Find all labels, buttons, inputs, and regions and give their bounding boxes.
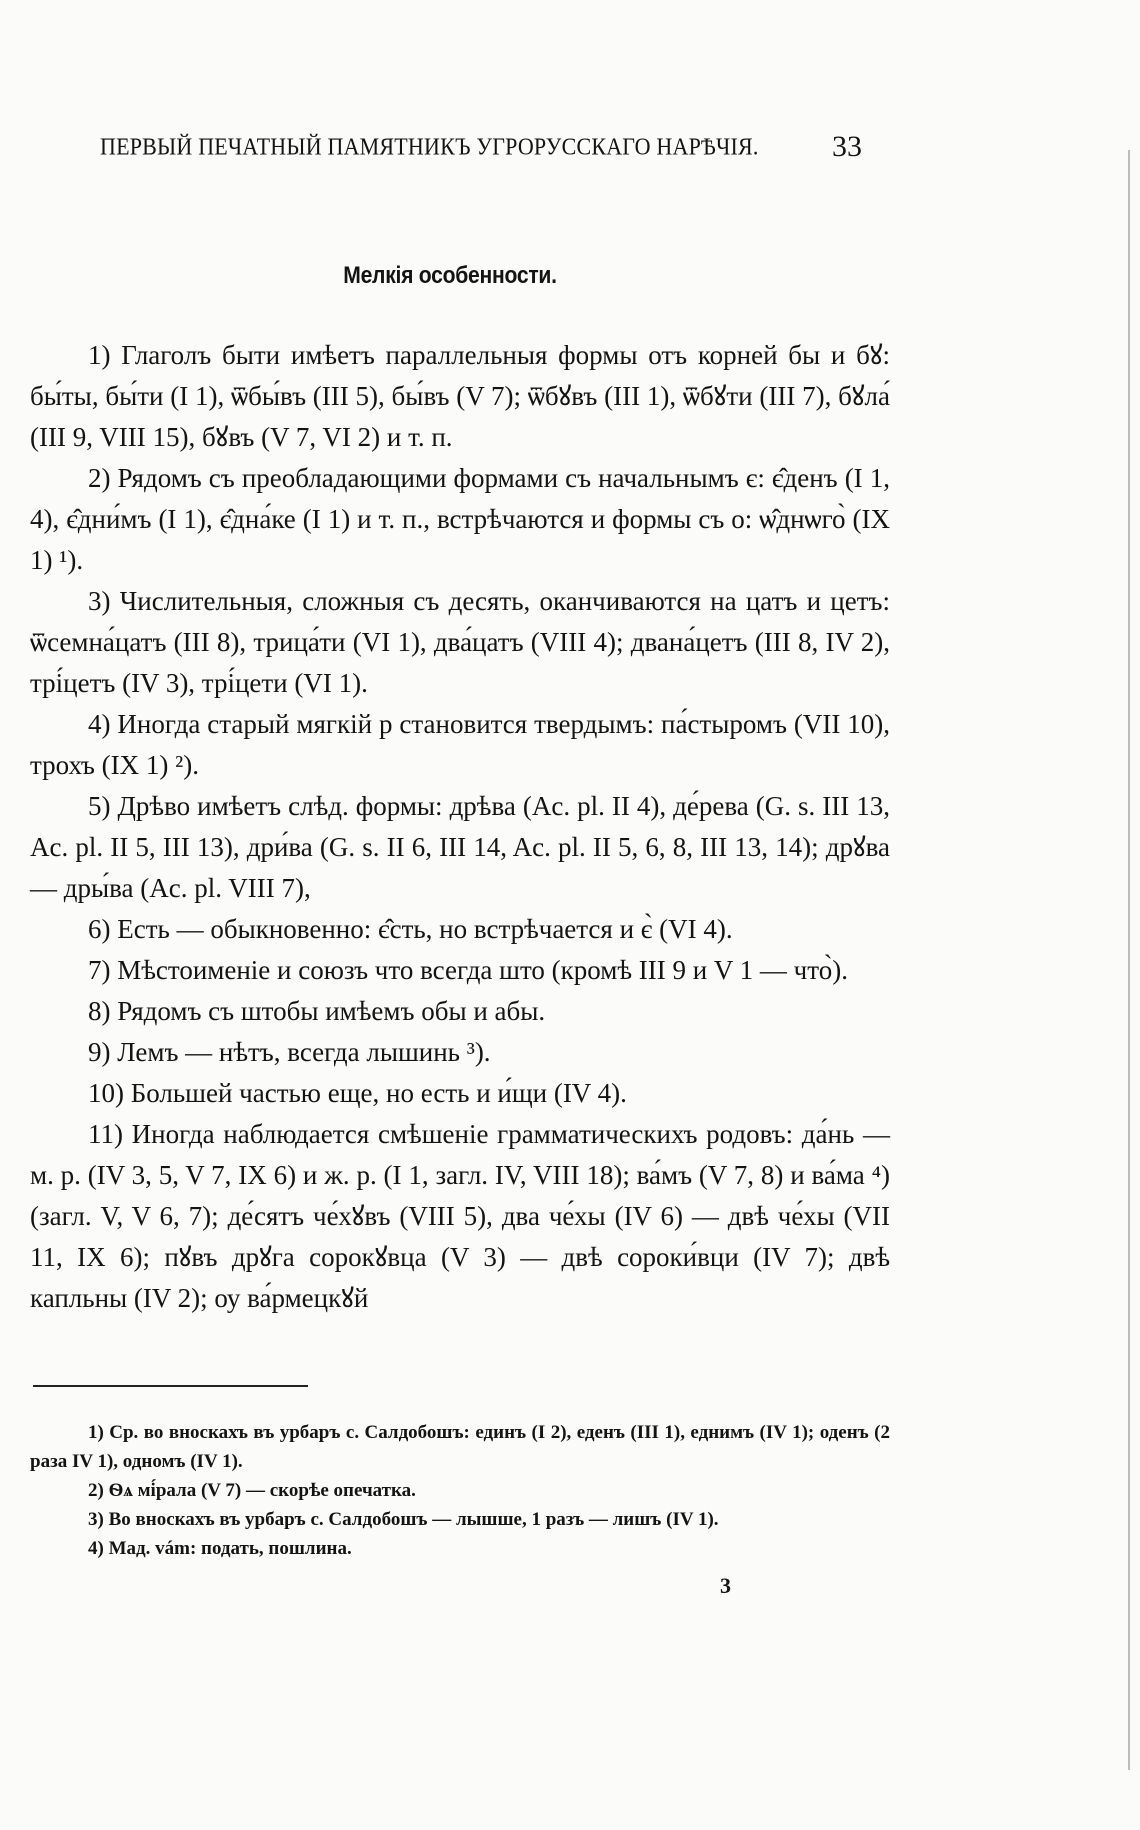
paragraph-3: 3) Числительныя, сложныя съ десять, оканчиваются на цатъ и цетъ: ѿсемна́цатъ (III 8), трица́ти (VI 1), два́цатъ (VIII 4); двана́цетъ (III 8, IV 2), трі́цетъ (IV 3), трі́цети (VI 1). bbox=[30, 586, 890, 698]
paragraph-2: 2) Рядомъ съ преобладающими формами съ начальнымъ є: є̂денъ (I 1, 4), є̂дни́мъ (I 1), є̂дна́ке (I 1) и т. п., встрѣчаются и формы съ о: ѡ̂днѡго̀ (IX 1) ¹). bbox=[30, 463, 890, 575]
page-number: 33 bbox=[832, 130, 862, 163]
footnotes bbox=[30, 1418, 890, 1563]
paragraph-11: 11) Иногда наблюдается смѣшеніе грамматическихъ родовъ: да́нь — м. р. (IV 3, 5, V 7, IX 6) и ж. р. (I 1, загл. IV, VIII 18); ва́мъ (V 7, 8) и ва́ма ⁴) (загл. V, V 6, 7); де́сятъ че́хꙋвъ (VIII 5), два че́хы (IV 6) — двѣ че́хы (VII 11, IX 6); пꙋвъ дрꙋга сорокꙋвца (V 3) — двѣ сороки́вци (IV 7); двѣ капльны (IV 2); оу ва́рмецкꙋй bbox=[30, 1119, 890, 1313]
paragraph-7: 7) Мѣстоименіе и союзъ что всегда што (кромѣ III 9 и V 1 — что̀). bbox=[88, 955, 848, 985]
paragraph-4: 4) Иногда старый мягкій р становится твердымъ: па́стыромъ (VII 10), трохъ (IX 1) ²). bbox=[30, 709, 890, 780]
paragraph-10: 10) Большей частью еще, но есть и и́щи (IV 4). bbox=[88, 1078, 627, 1108]
paragraph-6: 6) Есть — обыкновенно: є̂сть, но встрѣчается и є̀ (VI 4). bbox=[88, 914, 733, 944]
paragraph-8: 8) Рядомъ съ штобы имѣемъ обы и абы. bbox=[88, 996, 546, 1026]
footnote-3: 3) Во вноскахъ въ урбаръ с. Салдобошъ — лышше, 1 разъ — лишъ (IV 1). bbox=[88, 1509, 719, 1530]
paragraph-1: 1) Глаголъ быти имѣетъ параллельныя формы отъ корней бы и бꙋ: бы́ты, бы́ти (I 1), ѿбы́въ (III 5), бы́въ (V 7); ѿбꙋвъ (III 1), ѿбꙋти (III 7), бꙋла́ (III 9, VIII 15), бꙋвъ (V 7, VI 2) и т. п. bbox=[30, 340, 890, 452]
page-edge-shadow bbox=[1128, 150, 1130, 1770]
footnote-divider bbox=[33, 1385, 308, 1387]
paragraph-9: 9) Лемъ — нѣтъ, всегда лышинь ³). bbox=[88, 1037, 491, 1067]
signature-mark: 3 bbox=[720, 1573, 731, 1598]
body-text bbox=[30, 335, 890, 1319]
footnote-2: 2) Ѳѧ мі́рала (V 7) — скорѣе опечатка. bbox=[88, 1480, 416, 1501]
footnote-4: 4) Мад. vám: подать, пошлина. bbox=[88, 1538, 352, 1559]
footnote-1: 1) Ср. во вноскахъ въ урбаръ с. Салдобошъ: единъ (I 2), еденъ (III 1), еднимъ (IV 1); оденъ (2 раза IV 1), одномъ (IV 1). bbox=[30, 1422, 890, 1472]
section-title: Мелкія особенности. bbox=[343, 262, 557, 289]
paragraph-5: 5) Дрѣво имѣетъ слѣд. формы: дрѣва (Ac. pl. II 4), де́рева (G. s. III 13, Ac. pl. II 5, III 13), дри́ва (G. s. II 6, III 14, Ac. pl. II 5, 6, 8, III 13, 14); дрꙋва — дры́ва (Ac. pl. VIII 7), bbox=[30, 791, 890, 903]
running-head: ПЕРВЫЙ ПЕЧАТНЫЙ ПАМЯТНИКЪ УГРОРУССКАГО НАРѢЧІЯ. bbox=[100, 132, 759, 160]
